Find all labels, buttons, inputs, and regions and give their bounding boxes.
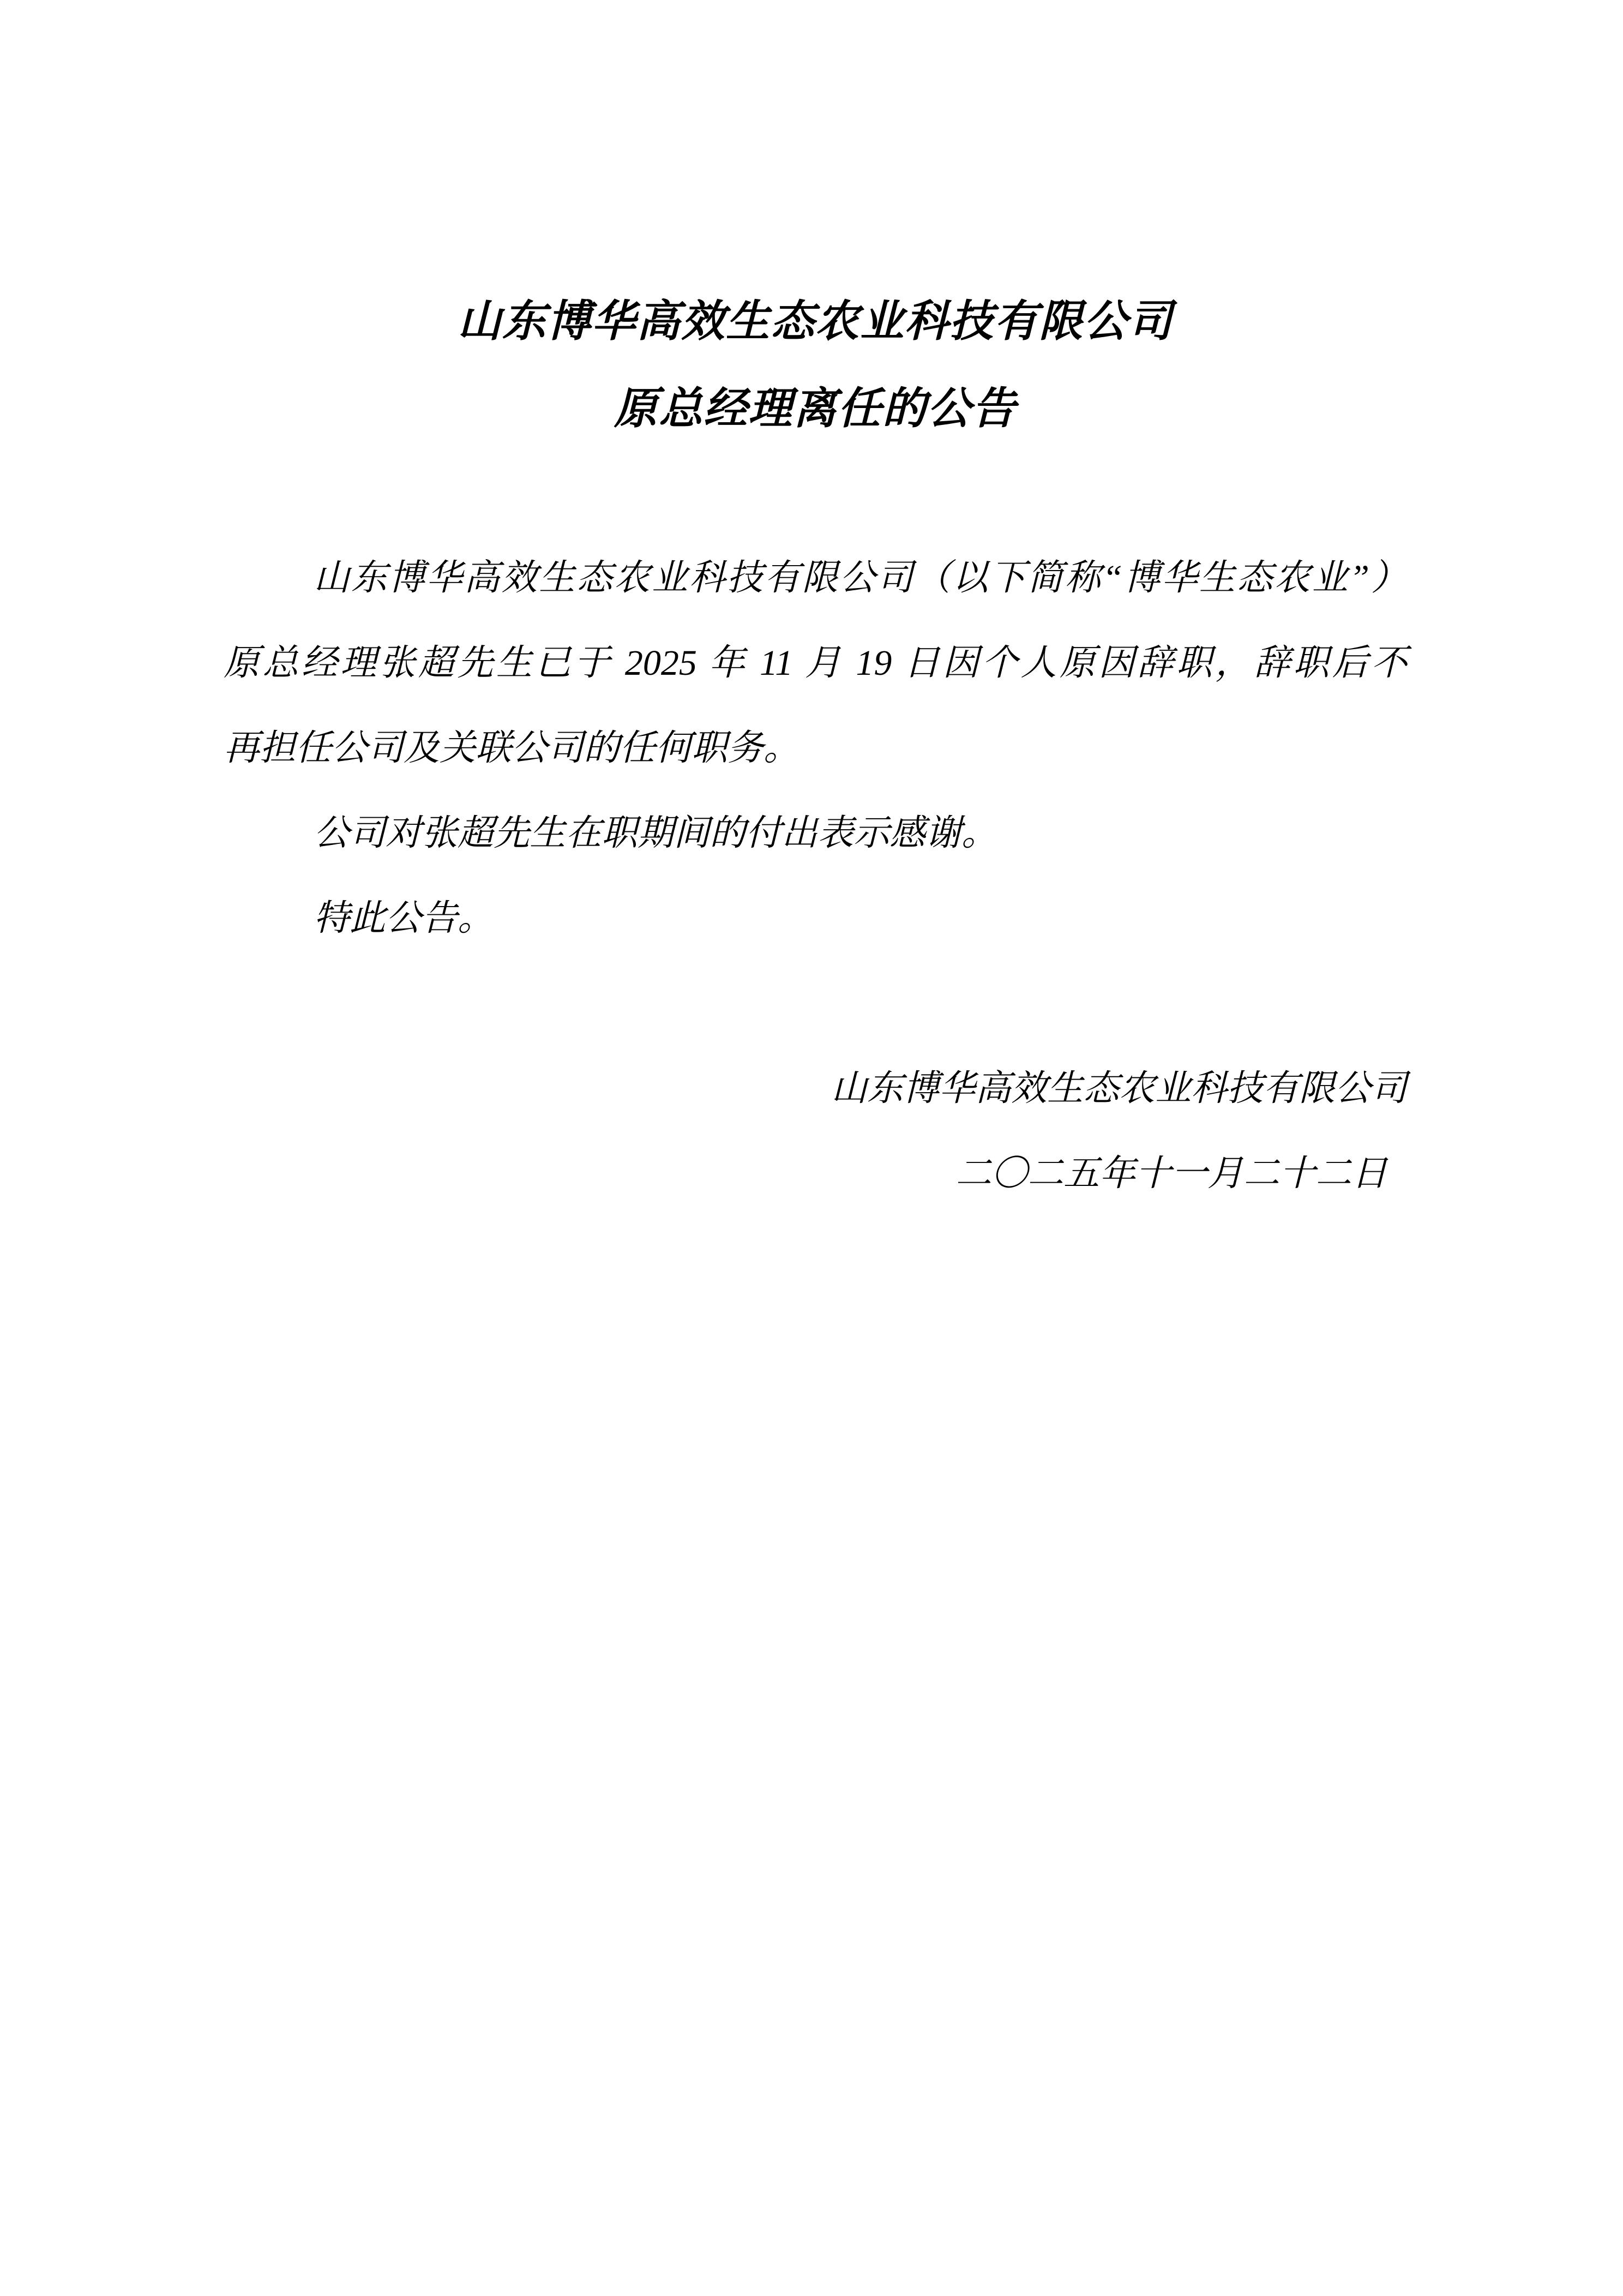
page-title-announcement-subject: 原总经理离任的公告 <box>614 385 1017 433</box>
signature-date: 二〇二五年十一月二十二日 <box>955 1154 1387 1194</box>
signature-block <box>224 1046 1407 1216</box>
paragraph-1-line-3: 再担任公司及关联公司的任何职务。 <box>224 728 800 768</box>
signature-company-name: 山东博华高效生态农业科技有限公司 <box>831 1069 1407 1108</box>
paragraph-3-closing-remark: 特此公告。 <box>314 898 494 938</box>
paragraph-1-line-2: 原总经理张超先生已于 2025 年 11 月 19 日因个人原因辞职，辞职后不 <box>224 643 1407 683</box>
announcement-body <box>224 536 1407 961</box>
paragraph-2: 公司对张超先生在职期间的付出表示感谢。 <box>314 813 997 853</box>
paragraph-1-line-1: 山东博华高效生态农业科技有限公司（以下简称“博华生态农业”） <box>314 558 1407 598</box>
page-title-company-name: 山东博华高效生态农业科技有限公司 <box>458 298 1173 346</box>
